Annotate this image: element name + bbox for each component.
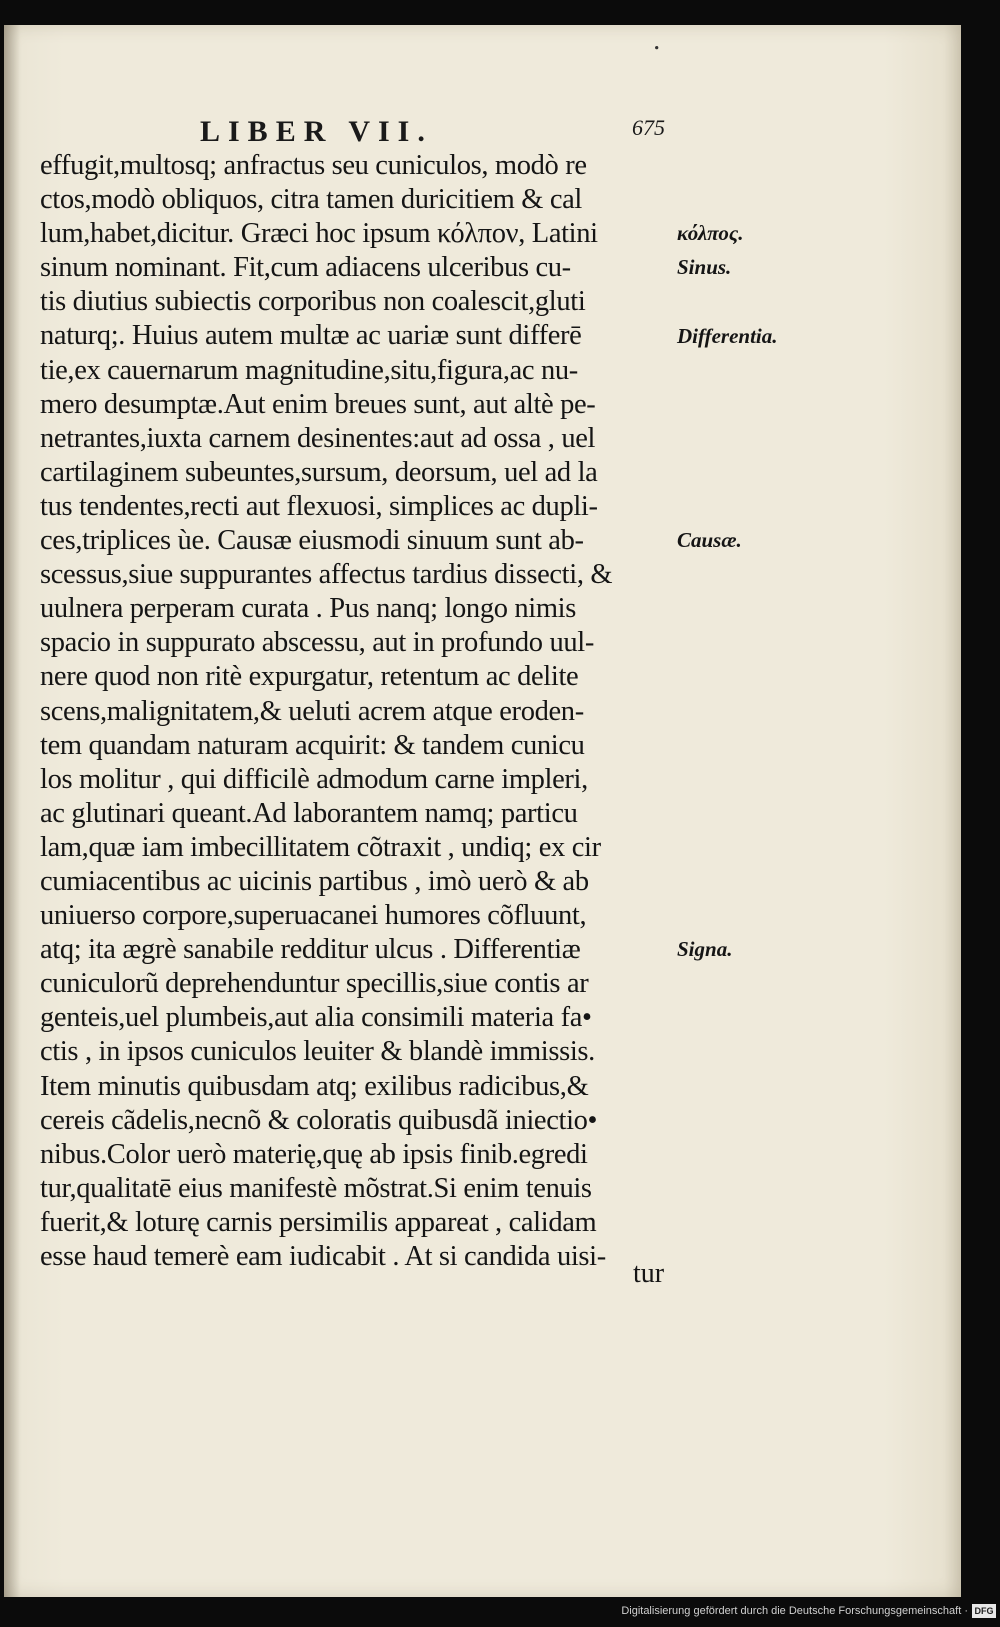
text-line: esse haud temerè eam iudicabit . At si candida uisi- — [40, 1241, 606, 1272]
text-line: uulnera perperam curata . Pus nanq; longo nimis — [40, 593, 576, 625]
text-line: genteis,uel plumbeis,aut alia consimili materia fa• — [40, 1002, 592, 1034]
text-line: ces,triplices ùe. Causæ eiusmodi sinuum sunt ab- — [40, 525, 584, 557]
margin-note: Sinus. — [677, 255, 732, 280]
book-page — [4, 25, 961, 1597]
dfg-logo: DFG — [972, 1604, 996, 1618]
text-line: scessus,siue suppurantes affectus tardius dissecti, & — [40, 559, 613, 591]
text-line: netrantes,iuxta carnem desinentes:aut ad ossa , uel — [40, 422, 596, 454]
text-line: effugit,multosq; anfractus seu cuniculos, modò re — [40, 150, 587, 181]
text-line: sinum nominant. Fit,cum adiacens ulceribus cu- — [40, 252, 571, 284]
text-line: cuniculorũ deprehenduntur specillis,siue contis ar — [40, 968, 589, 1000]
text-line: lum,habet,dicitur. Græci hoc ipsum κόλπον, Latini — [40, 218, 598, 250]
text-line: tem quandam naturam acquirit: & tandem cunicu — [40, 729, 585, 761]
text-line: cumiacentibus ac uicinis partibus , imò uerò & ab — [40, 865, 589, 897]
margin-note: κόλπος. — [677, 221, 744, 246]
text-line: Item minutis quibusdam atq; exilibus radicibus,& — [40, 1070, 589, 1102]
text-line: tie,ex cauernarum magnitudine,situ,figura,ac nu- — [40, 354, 578, 386]
text-line: tus tendentes,recti aut flexuosi, simplices ac dupli- — [40, 490, 598, 522]
text-line: lam,quæ iam imbecillitatem cõtraxit , undiq; ex cir — [40, 831, 601, 863]
margin-note: Signa. — [677, 937, 733, 962]
text-line: ctis , in ipsos cuniculos leuiter & blandè immissis. — [40, 1036, 595, 1068]
margin-note: Differentia. — [677, 323, 778, 348]
text-line: ac glutinari queant.Ad laborantem namq; particu — [40, 797, 578, 829]
text-line: cereis cãdelis,necnõ & coloratis quibusdã iniectio• — [40, 1104, 598, 1136]
text-line: tis diutius subiectis corporibus non coalescit,gluti — [40, 286, 586, 318]
text-line: mero desumptæ.Aut enim breues sunt, aut altè pe- — [40, 388, 596, 420]
text-line: nere quod non ritè expurgatur, retentum ac delite — [40, 661, 579, 693]
footer-bar — [0, 1600, 1000, 1627]
text-line: cartilaginem subeuntes,sursum, deorsum, uel ad la — [40, 456, 598, 488]
margin-note: Causæ. — [677, 528, 742, 553]
text-line: nibus.Color uerò materię,quę ab ipsis finib.egredi — [40, 1138, 588, 1170]
text-line: scens,malignitatem,& ueluti acrem atque eroden- — [40, 695, 584, 727]
text-line: los molitur , qui difficilè admodum carne impleri, — [40, 763, 588, 795]
text-line: uniuerso corpore,superuacanei humores cõfluunt, — [40, 900, 587, 932]
text-block — [40, 149, 680, 1274]
funding-note: Digitalisierung gefördert durch die Deutsche Forschungsgemeinschaft · — [621, 1605, 968, 1617]
running-title: LIBER VII. — [200, 115, 433, 148]
catchword: tur — [633, 1258, 665, 1289]
text-line: spacio in suppurato abscessu, aut in profundo uul- — [40, 627, 594, 659]
text-line: atq; ita ægrè sanabile redditur ulcus . Differentiæ — [40, 934, 581, 966]
page-number: 675 — [632, 115, 665, 140]
page-mark: • — [651, 40, 664, 57]
text-line: tur,qualitatē eius manifestè mõstrat.Si enim tenuis — [40, 1172, 592, 1204]
text-line: fuerit,& loturę carnis persimilis appareat , calidam — [40, 1206, 597, 1238]
text-line: naturq;. Huius autem multæ ac uariæ sunt differē — [40, 320, 582, 352]
spine-shadow — [4, 25, 20, 1597]
text-line: ctos,modò obliquos, citra tamen duricitiem & cal — [40, 184, 582, 216]
